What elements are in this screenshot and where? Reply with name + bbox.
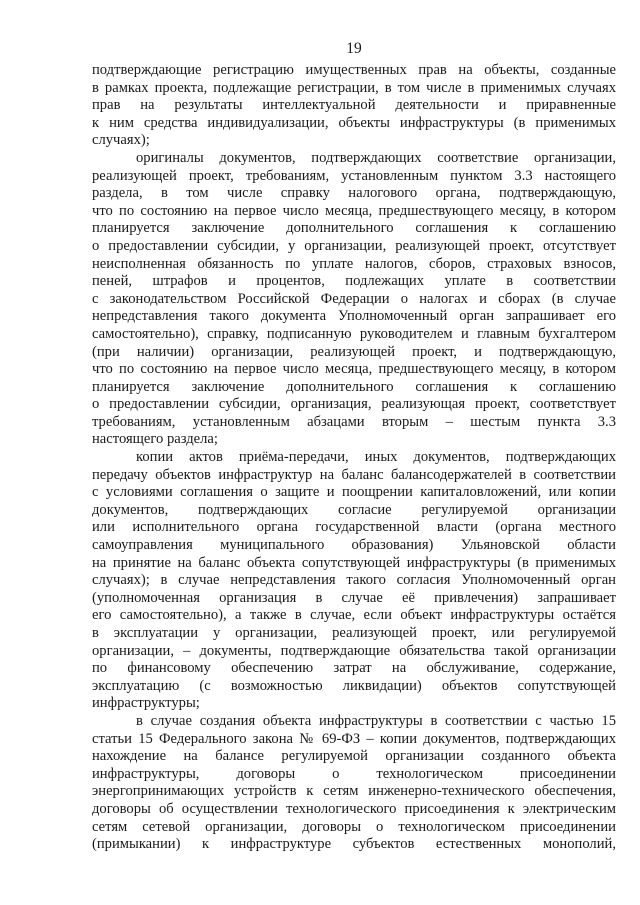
text-line: инфраструктуры;: [92, 695, 200, 712]
text-line: его самостоятельно), а также в случае, если объект инфраструктуры остаётся: [92, 607, 616, 624]
text-line: непредставления такого документа Уполномоченный орган запрашивает его: [92, 308, 616, 325]
text-line: пеней, штрафов и процентов, подлежащих уплате в соответствии: [92, 273, 616, 290]
text-line: по финансовому обеспечению затрат на обслуживание, содержание,: [92, 660, 616, 677]
text-line: подтверждающие регистрацию имущественных прав на объекты, созданные: [92, 62, 616, 78]
text-line: организации, – документы, подтверждающие обязательства такой организации: [92, 642, 616, 659]
text-line: к ним средства индивидуализации, объекты инфраструктуры (в применимых: [92, 114, 616, 131]
text-line: или исполнительного органа государственной власти (органа местного: [92, 519, 616, 536]
text-line: планируется заключение дополнительного соглашения к соглашению: [92, 220, 616, 237]
text-line: настоящего раздела;: [92, 431, 218, 448]
text-line: инфраструктуры, договоры о технологическом присоединении: [92, 765, 616, 782]
text-line: договоры об осуществлении технологического присоединения к электрическим: [92, 800, 616, 817]
text-line: оригиналы документов, подтверждающих соответствие организации,: [136, 149, 616, 166]
document-body-text: [92, 62, 616, 854]
text-line: в случае создания объекта инфраструктуры в соответствии с частью 15: [136, 712, 616, 729]
text-line: планируется заключение дополнительного соглашения к соглашению: [92, 378, 616, 395]
text-line: случаях);: [92, 132, 150, 149]
text-line: с законодательством Российской Федерации о налогах и сборах (в случае: [92, 290, 616, 307]
text-line: сетям сетевой организации, договоры о технологическом присоединении: [92, 818, 616, 835]
text-line: (уполномоченная организация в случае её привлечения) запрашивает: [92, 589, 616, 606]
text-line: документов, подтверждающих согласие регулируемой организации: [92, 501, 616, 518]
text-line: эксплуатацию (с возможностью ликвидации) объектов сопутствующей: [92, 677, 616, 694]
document-page: [92, 40, 616, 854]
text-line: реализующей проект, требованиям, установленным пунктом 3.3 настоящего: [92, 167, 616, 184]
text-line: статьи 15 Федерального закона № 69-ФЗ – копии документов, подтверждающих: [92, 730, 616, 747]
text-line: о предоставлении субсидии, у организации, реализующей проект, отсутствует: [92, 237, 616, 254]
text-line: (примыкании) к инфраструктуре субъектов естественных монополий,: [92, 836, 616, 853]
text-line: неисполненная обязанность по уплате налогов, сборов, страховых взносов,: [92, 255, 616, 272]
text-line: энергопринимающих устройств к сетям инженерно-технического обеспечения,: [92, 783, 616, 800]
text-line: копии актов приёма-передачи, иных документов, подтверждающих: [136, 449, 616, 466]
text-line: на принятие на баланс объекта сопутствующей инфраструктуры (в применимых: [92, 554, 616, 571]
text-line: в эксплуатации у организации, реализующей проект, или регулируемой: [92, 625, 616, 641]
text-line: раздела, в том числе справку налогового органа, подтверждающую,: [92, 185, 616, 202]
text-line: что по состоянию на первое число месяца, предшествующего месяцу, в котором: [92, 361, 616, 378]
text-line: передачу объектов инфраструктур на баланс балансодержателей в соответствии: [92, 466, 616, 483]
text-line: самоуправления муниципального образования) Ульяновской области: [92, 537, 616, 554]
text-line: о предоставлении субсидии, организация, реализующая проект, соответствует: [92, 396, 616, 413]
text-line: прав на результаты интеллектуальной деятельности и приравненные: [92, 97, 616, 114]
text-line: самостоятельно), справку, подписанную руководителем и главным бухгалтером: [92, 325, 616, 342]
text-line: в рамках проекта, подлежащие регистрации, в том числе в применимых случаях: [92, 79, 616, 96]
text-line: с условиями соглашения о защите и поощрении капиталовложений, или копии: [92, 484, 616, 501]
text-line: случаях); в случае непредставления такого согласия Уполномоченный орган: [92, 572, 616, 589]
text-line: (при наличии) организации, реализующей проект, и подтверждающую,: [92, 343, 616, 360]
text-line: что по состоянию на первое число месяца, предшествующего месяцу, в котором: [92, 202, 616, 219]
page-number: 19: [346, 40, 362, 57]
text-line: нахождение на балансе регулируемой организации созданного объекта: [92, 748, 616, 765]
text-line: требованиям, установленным абзацами вторым – шестым пункта 3.3: [92, 413, 616, 430]
